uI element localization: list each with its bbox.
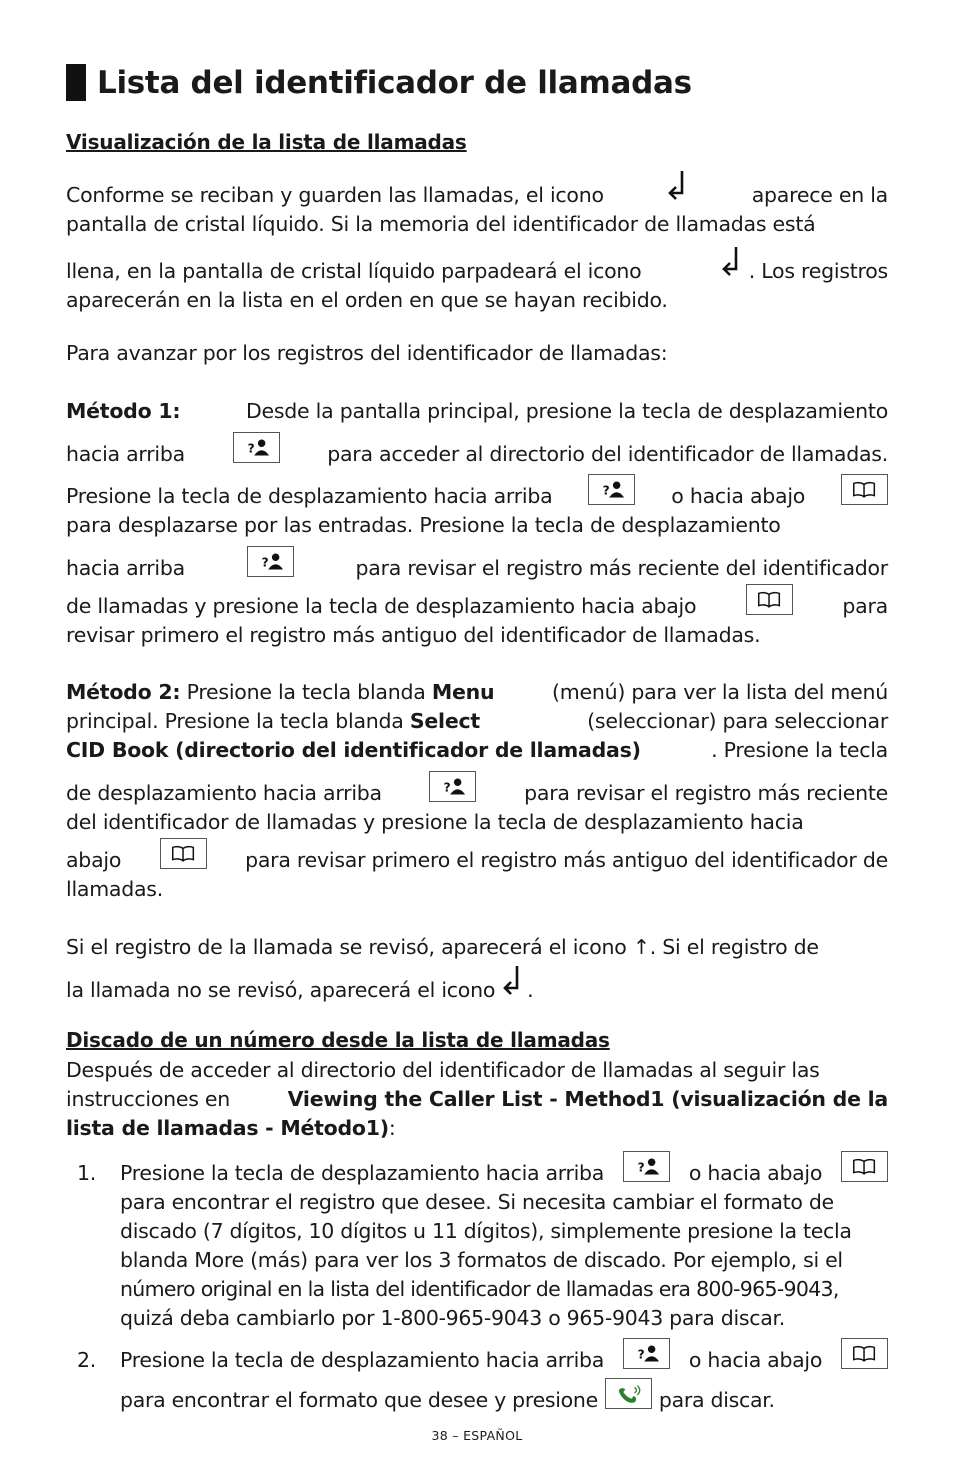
cid-up-key-icon [233, 432, 280, 463]
cid-up-key-icon [588, 474, 635, 505]
section-heading-viewing: Visualización de la lista de llamadas [66, 130, 467, 154]
paragraph-dialing-intro: Después de acceder al directorio del identificador de llamadas al seguir las instrucciones en Viewing the Caller List - Method1 (visualización de la lista de llamadas - Método1): [66, 1058, 888, 1140]
svg-text:?: ? [247, 441, 255, 456]
phonebook-down-key-icon [841, 1338, 888, 1369]
paragraph-reviewed: Si el registro de la llamada se revisó, aparecerá el icono ↑. Si el registro de la llamada no se revisó, aparecerá el icono . [66, 935, 819, 1002]
page-title-row [66, 64, 692, 101]
svg-text:?: ? [261, 555, 269, 570]
paragraph-intro: Conforme se reciban y guarden las llamadas, el icono aparece en la pantalla de cristal líquido. Si la memoria del identificador de llamadas está llena, en la pantalla de cristal líquido parpadeará el icono . Los registros aparecerán en la lista en el orden en que se hayan recibido. [66, 168, 888, 315]
method-2: Método 2: Presione la tecla blanda Menu (menú) para ver la lista del menú principal. Presione la tecla blanda Select (seleccionar) para seleccionar CID Book (directorio del identificador de llamadas) . Presione la tecla de desplazamiento hacia arriba ? para revisar el registro más reciente del identificador de llamadas y presione la tecla de desplazamiento hacia abajo para revisar primero el registro más antiguo del identificador de llamadas. [66, 680, 888, 901]
new-call-arrow-icon [502, 964, 524, 1002]
paragraph-advance: Para avanzar por los registros del identificador de llamadas: [66, 341, 668, 365]
page-footer: 38 – ESPAÑOL [431, 1428, 523, 1443]
cid-up-key-icon [623, 1338, 670, 1369]
method-1: Método 1: Desde la pantalla principal, presione la tecla de desplazamiento hacia arriba ? para acceder al directorio del identificador de llamadas. Presione la tecla de desplazamiento hacia arriba ? o hacia abajo para desplazarse por las entradas. Presione la tecla de desplazamiento hacia arriba ? para revisar el registro más reciente del identificador de llamadas y presione la tecla de desplazamiento hacia abajo para revisar primero el registro más antiguo del identificador de llamadas. [66, 399, 888, 647]
page-title: Lista del identificador de llamadas [97, 64, 692, 101]
title-marker [66, 64, 86, 101]
svg-text:?: ? [637, 1160, 645, 1175]
cid-up-key-icon [247, 546, 294, 577]
phonebook-down-key-icon [160, 838, 207, 869]
dialing-steps [66, 1146, 888, 1415]
talk-key-icon [605, 1378, 652, 1409]
section-heading-dialing: Discado de un número desde la lista de llamadas [66, 1028, 610, 1052]
list-item: 1. Presione la tecla de desplazamiento hacia arriba ? o hacia abajo para encontrar el registro que desee. Si necesita cambiar el formato de discado (7 dígitos, 10 dígitos u 11 dígitos), simplemente presione la tecla blanda More (más) para ver los 3 formatos de discado. Por ejemplo, si el número original en la lista del identificador de llamadas era 800-965-9043, quizá deba cambiarlo por 1-800-965-9043 o 965-9043 para discar. [66, 1146, 888, 1333]
svg-text:?: ? [444, 780, 451, 795]
phonebook-down-key-icon [746, 584, 793, 615]
phonebook-down-key-icon [841, 1151, 888, 1182]
phonebook-down-key-icon [841, 474, 888, 505]
cid-up-key-icon [623, 1151, 670, 1182]
list-item: 2. Presione la tecla de desplazamiento hacia arriba ? o hacia abajo para encontrar el formato que desee y presione para discar. [66, 1333, 888, 1415]
new-call-arrow-icon [721, 245, 743, 283]
cid-up-key-icon [429, 771, 476, 802]
svg-text:?: ? [602, 483, 610, 498]
svg-text:?: ? [637, 1347, 645, 1362]
new-call-arrow-icon [667, 169, 689, 207]
